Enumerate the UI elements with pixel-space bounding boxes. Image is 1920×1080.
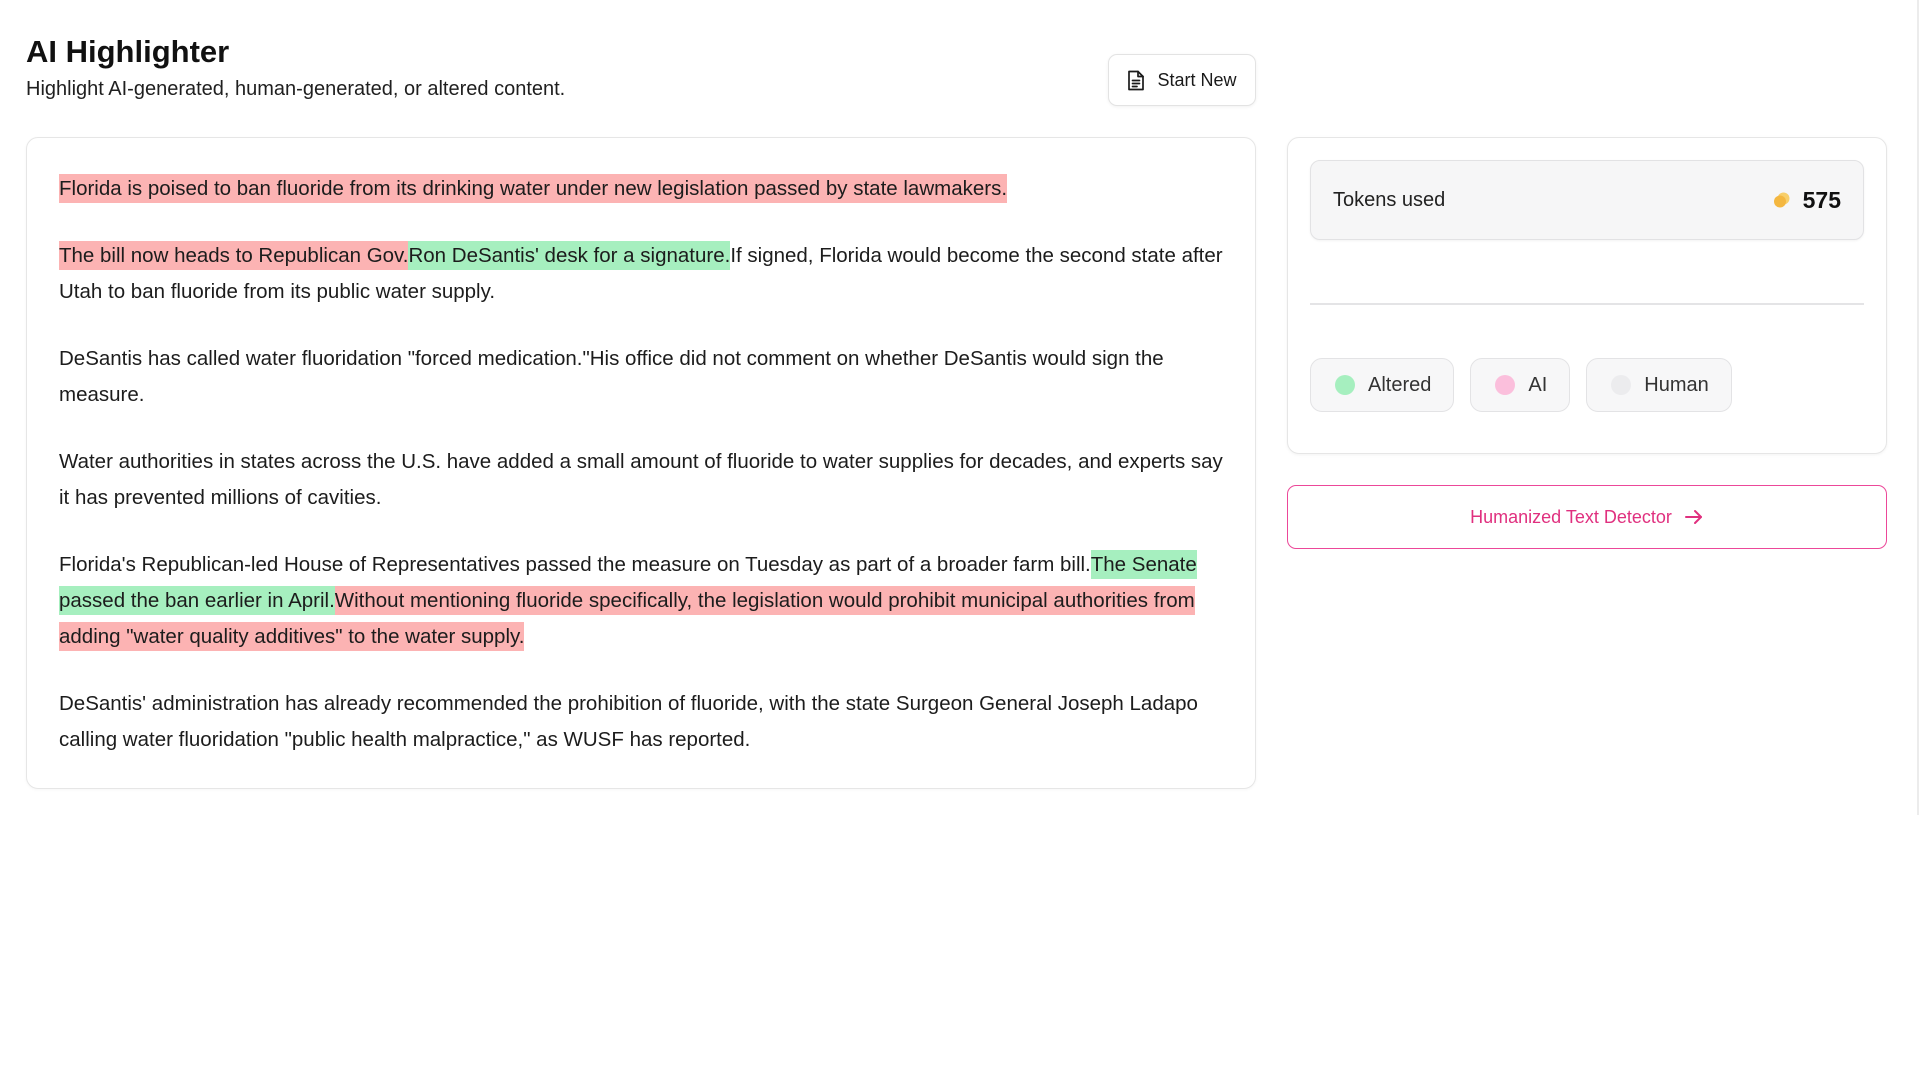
tokens-used-label: Tokens used bbox=[1333, 188, 1446, 211]
text-paragraph bbox=[59, 171, 1227, 207]
humanized-text-detector-button[interactable] bbox=[1287, 485, 1887, 549]
stats-panel bbox=[1287, 137, 1887, 454]
legend-label: AI bbox=[1528, 373, 1548, 396]
page-title: AI Highlighter bbox=[26, 34, 230, 69]
legend-label: Human bbox=[1644, 373, 1709, 396]
legend-chip-human[interactable] bbox=[1586, 358, 1731, 412]
legend-label: Altered bbox=[1368, 373, 1432, 396]
ai-text-segment: Florida is poised to ban fluoride from its drinking water under new legislation passed by state lawmakers. bbox=[59, 174, 1007, 203]
human-text-segment: If signed, Florida would become the second state after Utah to ban fluoride from its public water supply. bbox=[59, 244, 1223, 303]
start-new-button[interactable] bbox=[1108, 54, 1256, 106]
human-text-segment: Water authorities in states across the U.S. have added a small amount of fluoride to water supplies for decades, and experts say it has prevented millions of cavities. bbox=[59, 450, 1223, 509]
legend-dot-icon bbox=[1335, 375, 1355, 395]
start-new-label: Start New bbox=[1157, 69, 1237, 90]
stats-divider bbox=[1310, 303, 1864, 305]
legend-chip-ai[interactable] bbox=[1470, 358, 1570, 412]
legend-dot-icon bbox=[1495, 375, 1515, 395]
document-body bbox=[59, 171, 1227, 758]
text-paragraph bbox=[59, 341, 1227, 413]
highlighted-text-panel bbox=[26, 137, 1256, 789]
human-text-segment: Florida's Republican-led House of Representatives passed the measure on Tuesday as part of a broader farm bill. bbox=[59, 553, 1091, 576]
highlight-legend bbox=[1310, 358, 1732, 412]
human-text-segment: DeSantis' administration has already recommended the prohibition of fluoride, with the state Surgeon General Joseph Ladapo calling water fluoridation "public health malpractice," as WUSF has reported. bbox=[59, 692, 1198, 751]
tokens-used-box bbox=[1310, 160, 1864, 240]
humanized-text-detector-label: Humanized Text Detector bbox=[1470, 506, 1672, 527]
tokens-used-value: 575 bbox=[1802, 186, 1841, 213]
legend-chip-altered[interactable] bbox=[1310, 358, 1454, 412]
arrow-right-icon bbox=[1684, 508, 1704, 526]
text-paragraph bbox=[59, 686, 1227, 758]
coin-icon bbox=[1773, 191, 1791, 209]
text-paragraph bbox=[59, 238, 1227, 310]
ai-text-segment: Without mentioning fluoride specifically, the legislation would prohibit municipal authorities from adding "water quality additives" to the water supply. bbox=[59, 586, 1195, 651]
document-icon bbox=[1127, 70, 1145, 91]
page-subtitle: Highlight AI-generated, human-generated, or altered content. bbox=[26, 78, 566, 100]
text-paragraph bbox=[59, 444, 1227, 516]
altered-text-segment: Ron DeSantis' desk for a signature. bbox=[408, 241, 730, 270]
tokens-value-group bbox=[1773, 187, 1841, 214]
human-text-segment: DeSantis has called water fluoridation "forced medication."His office did not comment on whether DeSantis would sign the measure. bbox=[59, 347, 1164, 406]
legend-dot-icon bbox=[1611, 375, 1631, 395]
ai-text-segment: The bill now heads to Republican Gov. bbox=[59, 241, 408, 270]
altered-text-segment: The Senate passed the ban earlier in April. bbox=[59, 550, 1197, 615]
right-edge-divider bbox=[1917, 0, 1919, 815]
text-paragraph bbox=[59, 547, 1227, 655]
